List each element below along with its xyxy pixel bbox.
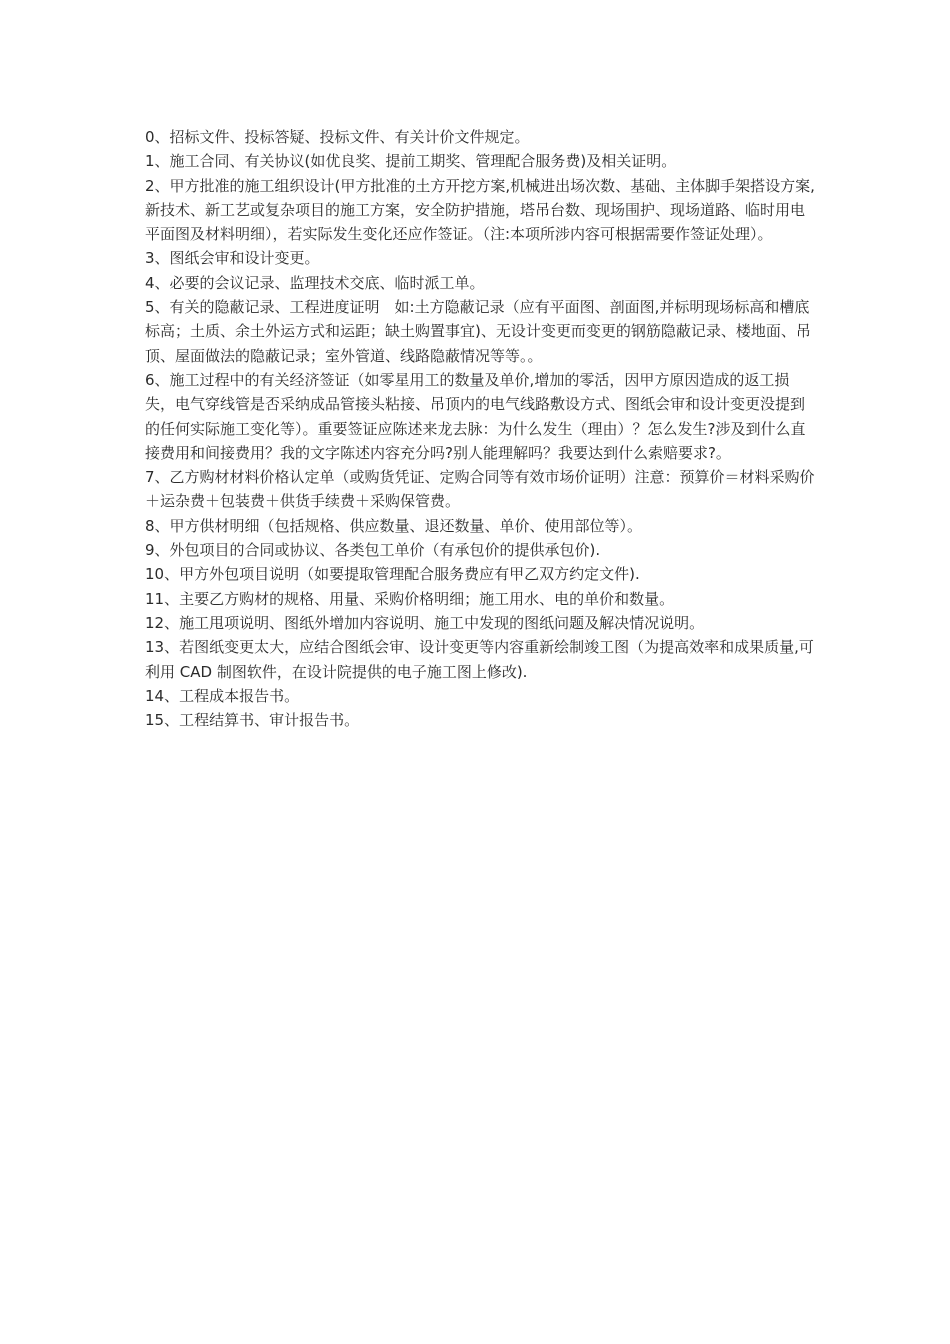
list-item: 7、乙方购材材料价格认定单（或购货凭证、定购合同等有效市场价证明）注意：预算价＝材料采购价＋运杂费＋包装费＋供货手续费＋采购保管费。 [145,468,815,511]
list-item: 3、图纸会审和设计变更。 [145,249,320,268]
list-item: 14、工程成本报告书。 [145,686,300,705]
list-item: 9、外包项目的合同或协议、各类包工单价（有承包价的提供承包价). [145,541,601,560]
list-item: 15、工程结算书、审计报告书。 [145,711,360,730]
list-item: 0、招标文件、投标答疑、投标文件、有关计价文件规定。 [145,128,530,146]
list-item: 2、甲方批准的施工组织设计(甲方批准的土方开挖方案,机械进出场次数、基础、主体脚手架搭设方案,新技术、新工艺或复杂项目的施工方案，安全防护措施，塔吊台数、现场围护、现场道路、临时用电平面图及材料明细），若实际发生变化还应作签证。（注:本项所涉内容可根据需要作签证处理）。 [145,176,815,244]
list-item: 1、施工合同、有关协议(如优良奖、提前工期奖、管理配合服务费)及相关证明。 [145,152,677,171]
document-body [145,125,815,732]
list-item: 5、有关的隐蔽记录、工程进度证明 如:土方隐蔽记录（应有平面图、剖面图,并标明现场标高和槽底标高；土质、余土外运方式和运距；缺土购置事宜)、无设计变更而变更的钢筋隐蔽记录、楼地面、吊顶、屋面做法的隐蔽记录；室外管道、线路隐蔽情况等等。。 [145,298,811,365]
list-item: 10、甲方外包项目说明（如要提取管理配合服务费应有甲乙双方约定文件). [145,565,640,584]
list-item: 12、施工甩项说明、图纸外增加内容说明、施工中发现的图纸问题及解决情况说明。 [145,613,705,632]
list-item: 6、施工过程中的有关经济签证（如零星用工的数量及单价,增加的零活，因甲方原因造成的返工损失，电气穿线管是否采纳成品管接头粘接、吊顶内的电气线路敷设方式、图纸会审和设计变更没提到的任何实际施工变化等）。重要签证应陈述来龙去脉：为什么发生（理由）？怎么发生?涉及到什么直接费用和间接费用？我的文字陈述内容充分吗?别人能理解吗？我要达到什么索赔要求?。 [145,370,806,462]
list-item: 4、必要的会议记录、监理技术交底、临时派工单。 [145,273,485,292]
list-item: 11、主要乙方购材的规格、用量、采购价格明细；施工用水、电的单价和数量。 [145,589,675,608]
list-item: 8、甲方供材明细（包括规格、供应数量、退还数量、单价、使用部位等）。 [145,516,643,535]
list-item: 13、若图纸变更太大，应结合图纸会审、设计变更等内容重新绘制竣工图（为提高效率和成果质量,可利用 CAD 制图软件，在设计院提供的电子施工图上修改). [145,638,814,681]
